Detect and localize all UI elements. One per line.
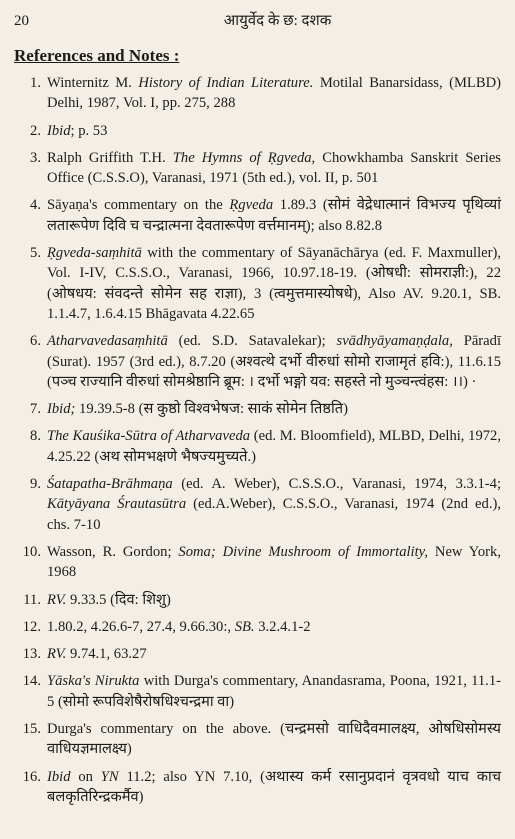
note-title-italic: Ṛgveda-saṃhitā	[47, 245, 142, 262]
note-text-run: Wasson, R. Gordon;	[47, 543, 179, 560]
note-title-italic: Ibid	[47, 122, 71, 139]
note-item	[14, 617, 501, 637]
note-title-italic: Kātyāyana Śrautasūtra	[47, 496, 187, 513]
note-number: 12.	[22, 618, 41, 635]
note-text	[47, 121, 501, 141]
note-number: 10.	[22, 543, 41, 560]
note-text-run: 3.2.4.1-2	[254, 618, 311, 635]
note-title-italic: Yāska's Nirukta	[47, 673, 140, 690]
note-number: 2.	[30, 122, 41, 139]
page-header	[14, 10, 501, 32]
note-title-italic: RV.	[47, 591, 67, 608]
note-text-run: ; p. 53	[70, 122, 108, 139]
note-number: 4.	[30, 197, 41, 214]
note-text	[47, 590, 501, 610]
page-number: 20	[14, 13, 29, 29]
note-title-italic: Ṛgveda	[229, 197, 274, 214]
note-text-run: 11.2; also YN 7.10, (अथास्य कर्म रसानुप्रदानं वृत्रवधो याच काच बलकृतिरिन्द्रकर्मैव)	[47, 768, 501, 805]
note-number: 11.	[23, 591, 41, 608]
note-text-run: (ed. M. Bloomfield), MLBD, Delhi, 1972, 4.25.22 (अथ सोमभक्षणे भैषज्यमुच्यते.)	[47, 428, 501, 465]
note-item	[14, 148, 501, 189]
note-text-run: 9.33.5 (दिव: शिशु)	[66, 591, 171, 608]
note-title-italic: SB.	[234, 618, 255, 635]
note-item	[14, 331, 501, 392]
note-number: 6.	[30, 333, 41, 350]
note-title-italic: Atharvavedasaṃhitā	[47, 333, 168, 350]
note-text	[47, 195, 501, 236]
note-text-run: New York, 1968	[47, 543, 501, 581]
note-text	[47, 767, 501, 808]
note-text-run: Chowkhamba Sanskrit Series Office (C.S.S.O), Varanasi, 1971 (5th ed.), vol. II, p. 501	[47, 149, 501, 187]
note-title-italic: The Kauśika-Sūtra of Atharvaveda	[47, 428, 251, 445]
note-title-italic: History of Indian Literature.	[138, 75, 314, 91]
note-number: 1.	[30, 75, 41, 91]
note-number: 8.	[30, 428, 41, 445]
note-number: 5.	[30, 245, 41, 262]
running-head: आयुर्वेद के छ: दशक	[223, 13, 332, 29]
note-item	[14, 426, 501, 467]
note-text	[47, 148, 501, 189]
note-item	[14, 767, 501, 808]
note-item	[14, 644, 501, 664]
note-item	[14, 590, 501, 610]
note-number: 15.	[22, 721, 41, 738]
note-number: 16.	[22, 768, 41, 785]
notes-list	[14, 73, 501, 807]
note-text-run: 19.39.5-8 (स कुष्ठो विश्वभेषज: साकं सोमेन तिष्ठति)	[75, 401, 348, 418]
section-heading: References and Notes :	[14, 46, 180, 65]
note-text-run: Winternitz M.	[47, 75, 139, 91]
note-text	[47, 399, 501, 419]
note-text	[47, 644, 501, 664]
note-text-run: Pāradī (Surat). 1957 (3rd ed.), 8.7.20 (अश्वत्थे दर्भो वीरुधां सोमो राजामृतं हवि:), 11.6.15 (पञ्च राज्यानि वीरुधां सोमश्रेष्ठानि ब्रूम: । दर्भो भङ्गो यव: सहस्ते नो मुञ्चन्त्वंहस: ।।) ·	[47, 333, 501, 390]
note-text-run: Motilal Banarsidass, (MLBD) Delhi, 1987, Vol. I, pp. 275, 288	[47, 75, 501, 112]
note-number: 14.	[22, 673, 41, 690]
note-number: 13.	[22, 646, 41, 663]
note-title-italic: Ibid;	[47, 401, 76, 418]
note-text	[47, 331, 501, 392]
note-text	[47, 73, 501, 114]
note-item	[14, 243, 501, 324]
note-text-run: (ed. A. Weber), C.S.S.O., Varanasi, 1974, 3.3.1-4;	[172, 476, 501, 493]
note-title-italic: Soma; Divine Mushroom of Immortality,	[178, 543, 428, 560]
note-title-italic: The Hymns of Ṛgveda,	[172, 149, 316, 166]
note-item	[14, 399, 501, 419]
note-item	[14, 195, 501, 236]
note-text-run: 9.74.1, 63.27	[66, 646, 147, 663]
note-text-run: (ed. S.D. Satavalekar);	[167, 333, 337, 350]
note-text-run: with the commentary of Sāyanāchārya (ed. F. Maxmuller), Vol. I-IV, C.S.S.O., Varanasi, 1966, 10.97.18-19. (ओषधी: सोमराज्ञी:), 22 (ओषधय: संवदन्ते सोमेन सह राज्ञा), 3 (त्वमुत्तमास्योषधे), Also AV. 9.20.1, SB. 1.1.4.7, 1.6.4.15 Bhāgavata 4.22.65	[47, 245, 501, 322]
note-title-italic: RV.	[47, 646, 67, 663]
note-text-run: on	[70, 768, 101, 785]
note-title-italic: Śatapatha-Brāhmaṇa	[47, 476, 173, 493]
note-number: 7.	[30, 401, 41, 418]
note-text-run: 1.80.2, 4.26.6-7, 27.4, 9.66.30:,	[47, 618, 235, 635]
note-title-italic: YN	[100, 768, 119, 785]
note-item	[14, 474, 501, 535]
note-item	[14, 671, 501, 712]
note-title-italic: Ibid	[47, 768, 71, 785]
note-text-run: Durga's commentary on the above. (चन्द्रमसो वाधिदैवमालक्ष्य, ओषधिसोमस्य वाधियज्ञमालक्ष्य)	[47, 721, 501, 758]
note-text	[47, 243, 501, 324]
note-text-run: with Durga's commentary, Anandasrama, Poona, 1921, 11.1-5 (सोमो रूपविशेषैरोषधिश्चन्द्रमा वा)	[47, 673, 501, 710]
note-number: 3.	[30, 149, 41, 166]
note-text	[47, 474, 501, 535]
note-item	[14, 719, 501, 760]
note-item	[14, 542, 501, 583]
note-text	[47, 719, 501, 760]
note-text	[47, 426, 501, 467]
note-item	[14, 73, 501, 114]
note-text	[47, 671, 501, 712]
note-title-italic: svādhyāyamaṇḍala,	[336, 333, 453, 350]
note-number: 9.	[30, 476, 41, 493]
note-text	[47, 542, 501, 583]
note-text-run: (ed.A.Weber), C.S.S.O., Varanasi, 1974 (2nd ed.), chs. 7-10	[47, 496, 501, 533]
note-text-run: Ralph Griffith T.H.	[47, 149, 173, 166]
note-text-run: 1.89.3 (सोमं वेद्रेधात्मानं विभज्य पृथिव्यां लतारूपेण दिवि च चन्द्रात्मना देवतारूपेण वर्त्तमानम्); also 8.82.8	[47, 197, 501, 234]
note-text	[47, 617, 501, 637]
note-text-run: Sāyaṇa's commentary on the	[47, 197, 230, 214]
note-item	[14, 121, 501, 141]
